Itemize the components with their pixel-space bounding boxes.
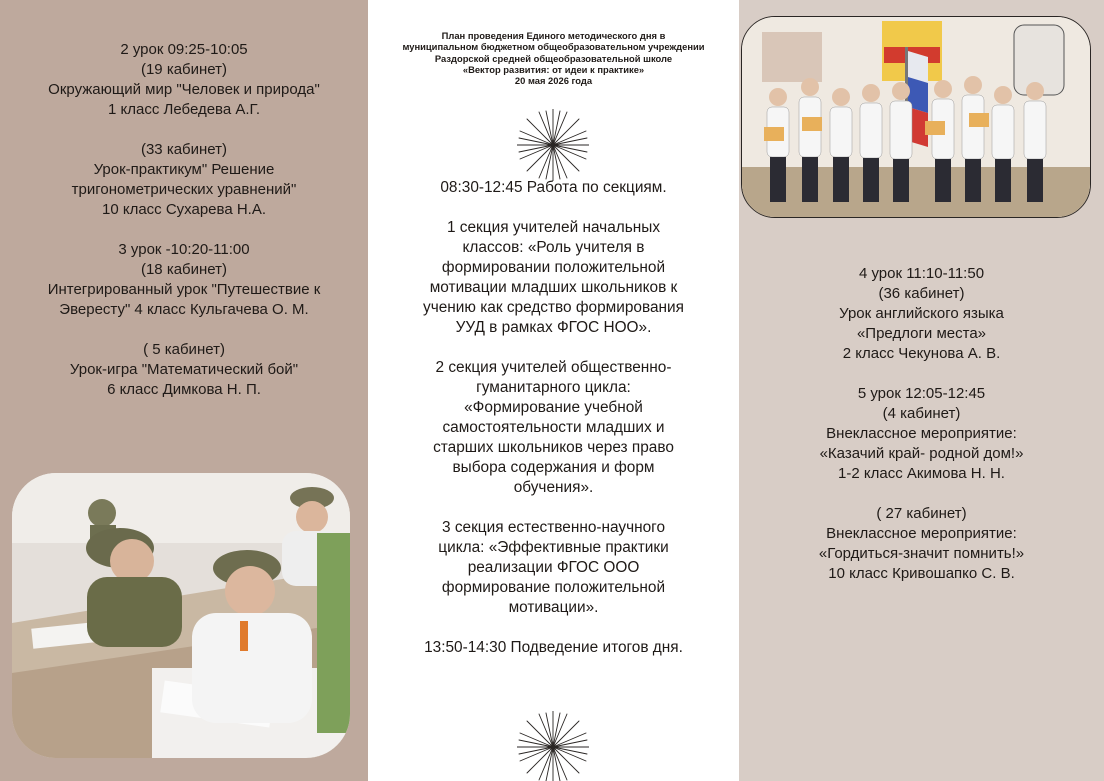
schedule-block (749, 384, 1094, 484)
section-line: «Формирование учебной (464, 399, 643, 416)
schedule-line: 5 урок 12:05-12:45 (857, 385, 986, 402)
sections-schedule (368, 178, 739, 678)
schedule-line: Внеклассное мероприятие: (826, 525, 1017, 542)
section-block (398, 178, 709, 198)
section-line: 08:30-12:45 Работа по секциям. (440, 179, 667, 196)
schedule-block (10, 240, 358, 320)
left-panel (0, 0, 368, 781)
schedule-line: Урок-игра "Математический бой" (69, 361, 299, 378)
header-line: Раздорской средней общеобразовательной школе (434, 52, 673, 64)
middle-panel (368, 0, 739, 781)
header-line: План проведения Единого методического дня в (441, 30, 666, 41)
section-block (398, 638, 709, 658)
section-line: реализации ФГОС ООО (467, 559, 640, 576)
section-line: цикла: «Эффективные практики (438, 539, 669, 556)
schedule-block (10, 140, 358, 220)
section-line: мотивации». (508, 599, 599, 616)
section-line: обучения». (513, 479, 594, 496)
schedule-line: ( 27 кабинет) (876, 505, 967, 522)
classroom-photo-illustration (12, 473, 350, 758)
section-block (398, 358, 709, 498)
header-line: муниципальном бюджетном общеобразовательном учреждении (402, 41, 705, 53)
section-line: формирование положительной (441, 579, 666, 596)
right-schedule (739, 264, 1104, 604)
section-line: гуманитарного цикла: (476, 379, 631, 396)
schedule-line: Окружающий мир "Человек и природа" (48, 81, 320, 98)
schedule-line: Урок-практикум" Решение (93, 161, 275, 178)
schedule-line: 10 класс Кривошапко С. В. (828, 565, 1015, 582)
schedule-line: Эвересту" 4 класс Кульгачева О. М. (59, 301, 309, 318)
section-line: 2 секция учителей общественно- (435, 359, 672, 376)
schedule-line: 4 урок 11:10-11:50 (858, 265, 985, 282)
section-line: мотивации младших школьников к (429, 279, 678, 296)
left-schedule (0, 40, 368, 420)
schedule-line: ( 5 кабинет) (143, 341, 225, 358)
header-line: 20 мая 2026 года (514, 75, 593, 87)
section-line: классов: «Роль учителя в (462, 239, 645, 256)
section-block (398, 518, 709, 618)
schedule-line: «Предлоги места» (856, 325, 987, 342)
schedule-line: 2 класс Чекунова А. В. (842, 345, 1001, 362)
schedule-line: (36 кабинет) (878, 285, 965, 302)
schedule-line: 2 урок 09:25-10:05 (120, 41, 248, 58)
schedule-block (749, 264, 1094, 364)
schedule-line: (4 кабинет) (882, 405, 961, 422)
section-line: УУД в рамках ФГОС НОО». (455, 319, 652, 336)
section-line: выбора содержания и форм (452, 459, 655, 476)
classroom-photo (12, 473, 350, 758)
starburst-icon (517, 711, 589, 781)
event-header (368, 30, 739, 86)
section-line: 3 секция естественно-научного (441, 519, 666, 536)
schedule-line: (33 кабинет) (140, 141, 228, 158)
header-line: «Вектор развития: от идеи к практике» (462, 63, 645, 75)
students-group-photo (741, 16, 1091, 218)
schedule-line: Внеклассное мероприятие: (826, 425, 1017, 442)
section-line: старших школьников через право (433, 439, 674, 456)
schedule-block (10, 40, 358, 120)
schedule-line: тригонометрических уравнений" (71, 181, 297, 198)
schedule-line: (18 кабинет) (140, 261, 228, 278)
section-line: 13:50-14:30 Подведение итогов дня. (424, 639, 683, 656)
schedule-line: Интегрированный урок "Путешествие к (47, 281, 321, 298)
section-block (398, 218, 709, 338)
section-line: учению как средство формирования (423, 299, 684, 316)
schedule-line: «Казачий край- родной дом!» (819, 445, 1024, 462)
section-line: самостоятельности младших и (442, 419, 665, 436)
schedule-block (749, 504, 1094, 584)
schedule-block (10, 340, 358, 400)
schedule-line: Урок английского языка (839, 305, 1004, 322)
schedule-line: (19 кабинет) (140, 61, 228, 78)
schedule-line: 3 урок -10:20-11:00 (118, 241, 250, 258)
schedule-line: 1-2 класс Акимова Н. Н. (838, 465, 1005, 482)
section-line: формировании положительной (441, 259, 666, 276)
students-group-illustration (742, 17, 1091, 218)
section-line: 1 секция учителей начальных (446, 219, 661, 236)
schedule-line: 10 класс Сухарева Н.А. (101, 201, 267, 218)
schedule-line: 6 класс Димкова Н. П. (107, 381, 261, 398)
schedule-line: 1 класс Лебедева А.Г. (108, 101, 260, 118)
schedule-line: «Гордиться-значит помнить!» (818, 545, 1025, 562)
starburst-icon (517, 109, 589, 181)
